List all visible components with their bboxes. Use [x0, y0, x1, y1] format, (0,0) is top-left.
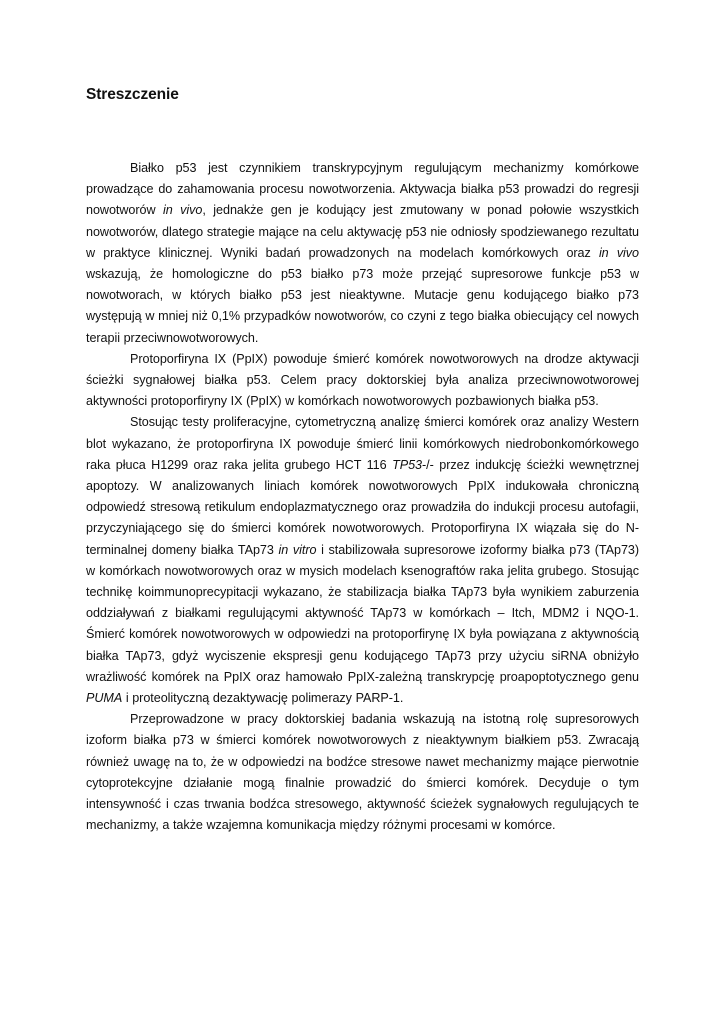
page-title: Streszczenie	[86, 86, 179, 103]
text-segment: wskazują, że homologiczne do p53 białko p73 może przejąć supresorowe funkcje p53 w nowotworach, w których białko p53 jest nieaktywne. Mutacje genu kodującego białko p73 występują w mniej niż 0,1% przypadków nowotworów, co czyni z tego białka obiecujący cel nowych terapii przeciwnowotworowych.	[86, 267, 639, 345]
text-segment: Protoporfiryna IX (PpIX) powoduje śmierć komórek nowotworowych na drodze aktywacji ścieżki sygnałowej białka p53. Celem pracy doktorskiej była analiza przeciwnowotworowej aktywności protoporfiryny IX (PpIX) w komórkach nowotworowych pozbawionych białka p53.	[86, 351, 639, 409]
text-segment: i proteolityczną dezaktywację polimerazy PARP-1.	[122, 691, 404, 706]
text-segment: -/- przez indukcję ścieżki wewnętrznej apoptozy. W analizowanych liniach komórek nowotworowych PpIX indukowała chroniczną odpowiedź stresową retikulum endoplazmatycznego oraz prowadziła do indukcji procesu autofagii, przyczyniającego się do śmierci komórek nowotworowych. Protoporfiryna IX wiązała się do N-terminalnej domeny białka TAp73	[86, 457, 640, 557]
paragraph	[86, 349, 639, 413]
text-segment: Stosując testy proliferacyjne, cytometryczną analizę śmierci komórek oraz analizy Western blot wykazano, że protoporfiryna IX powoduje śmierć linii komórkowych niedrobonkomórkowego raka płuca H1299 oraz raka jelita grubego HCT 116	[86, 415, 639, 472]
italic-segment: in vivo	[162, 203, 203, 218]
text-segment: , jednakże gen je kodujący jest zmutowany w ponad połowie wszystkich nowotworów, dlatego strategie mające na celu aktywację p53 nie odniosły spodziewanego rezultatu w praktyce klinicznej. Wyniki badań prowadzonych na modelach komórkowych oraz	[86, 203, 640, 260]
italic-segment: in vivo	[598, 245, 640, 260]
italic-segment: PUMA	[86, 691, 123, 706]
abstract-body	[86, 158, 639, 837]
text-segment: Białko p53 jest czynnikiem transkrypcyjnym regulującym mechanizmy komórkowe prowadzące do zahamowania procesu nowotworzenia. Aktywacja białka p53 prowadzi do regresji nowotworów	[86, 161, 639, 218]
paragraph	[86, 412, 639, 709]
paragraph	[86, 158, 639, 349]
italic-segment: in vitro	[278, 542, 317, 557]
text-segment: Przeprowadzone w pracy doktorskiej badania wskazują na istotną rolę supresorowych izoform białka p73 w śmierci komórek nowotworowych z nieaktywnym białkiem p53. Zwracają również uwagę na to, że w odpowiedzi na bodźce stresowe nawet mechanizmy mające pierwotnie cytoprotekcyjne działanie mogą finalnie prowadzić do śmierci komórek. Decyduje o tym intensywność i czas trwania bodźca stresowego, aktywność ścieżek sygnałowych regulujących te mechanizmy, a także wzajemna komunikacja między różnymi procesami w komórce.	[86, 712, 639, 833]
text-segment: i stabilizowała supresorowe izoformy białka p73 (TAp73) w komórkach nowotworowych oraz w mysich modelach ksenograftów raka jelita grubego. Stosując technikę koimmunoprecypitacji wykazano, że stabilizacja białka TAp73 była wynikiem zaburzenia oddziaływań z białkami regulującymi aktywność TAp73 w komórkach – Itch, MDM2 i NQO-1. Śmierć komórek nowotworowych w odpowiedzi na protoporfirynę IX była powiązana z aktywnością białka TAp73, gdyż wyciszenie ekspresji genu kodującego TAp73 przy użyciu siRNA obniżyło wrażliwość komórek na PpIX oraz hamowało PpIX-zależną transkrypcję proapoptotycznego genu	[86, 542, 639, 684]
italic-segment: TP53	[392, 457, 422, 472]
paragraph	[86, 709, 639, 836]
